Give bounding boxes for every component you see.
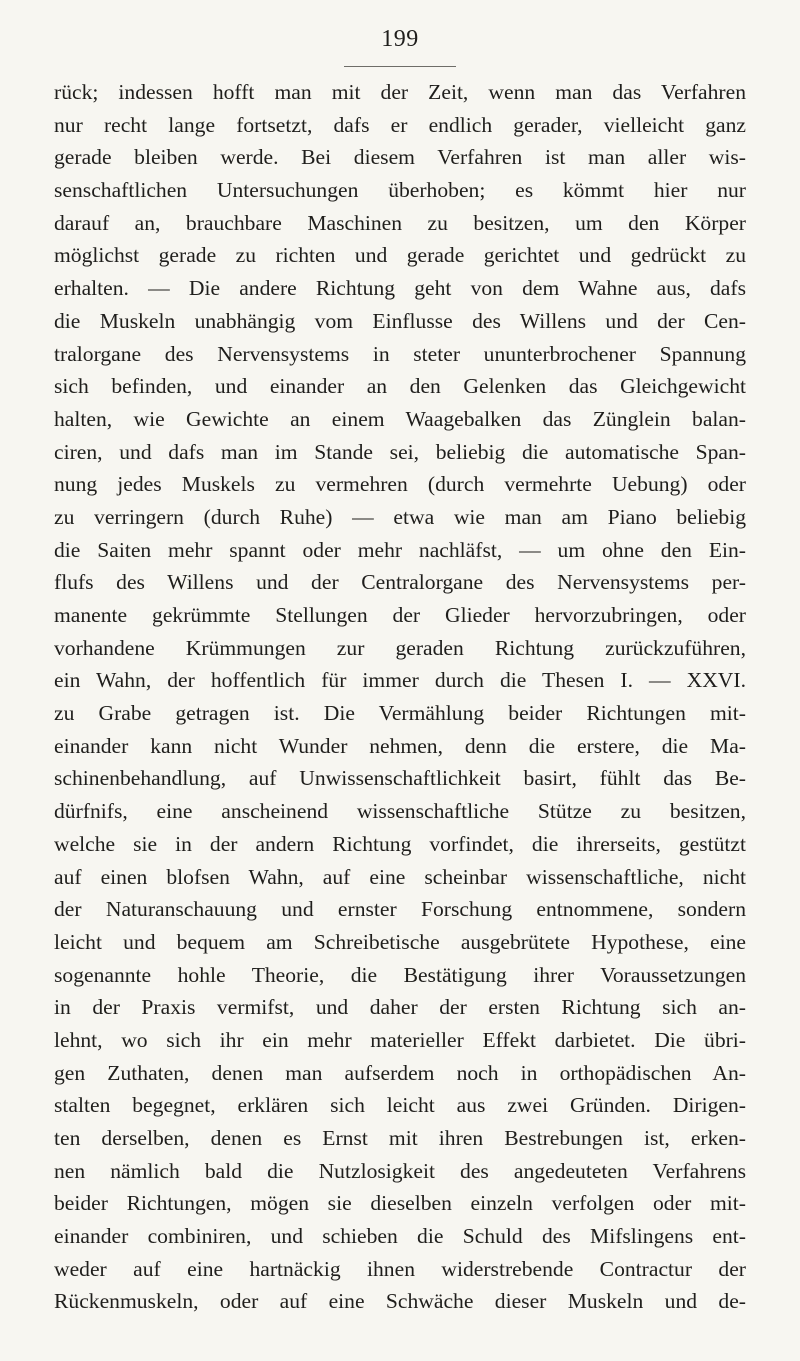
text-line: ten derselben, denen es Ernst mit ihren Bestrebungen ist, erken- [54, 1126, 746, 1150]
text-line: zu verringern (durch Ruhe) — etwa wie man am Piano beliebig [54, 504, 746, 529]
text-line: einander combiniren, und schieben die Schuld des Mifslingens ent- [54, 1224, 746, 1249]
text-line: sogenannte hohle Theorie, die Bestätigung ihrer Voraussetzungen [54, 962, 746, 987]
text-line: möglichst gerade zu richten und gerade gerichtet und gedrückt zu [54, 243, 746, 268]
text-line: weder auf eine hartnäckig ihnen widerstrebende Contractur der [54, 1256, 746, 1281]
text-line: nen nämlich bald die Nutzlosigkeit des angedeuteten Verfahrens [54, 1158, 746, 1183]
text-line: flufs des Willens und der Centralorgane des Nervensystems per- [54, 570, 746, 595]
text-line: zu Grabe getragen ist. Die Vermählung beider Richtungen mit- [54, 701, 746, 726]
text-line: senschaftlichen Untersuchungen überhoben; es kömmt hier nur [54, 178, 746, 203]
text-line: schinenbehandlung, auf Unwissenschaftlichkeit basirt, fühlt das Be- [54, 766, 746, 791]
text-line: Rückenmuskeln, oder auf eine Schwäche dieser Muskeln und de- [54, 1289, 746, 1314]
text-line: auf einen blofsen Wahn, auf eine scheinbar wissenschaftliche, nicht [54, 864, 746, 889]
text-line: nur recht lange fortsetzt, dafs er endlich gerader, vielleicht ganz [54, 112, 746, 137]
text-line: nung jedes Muskels zu vermehren (durch vermehrte Uebung) oder [54, 472, 746, 497]
text-line: dürfnifs, eine anscheinend wissenschaftliche Stütze zu besitzen, [54, 799, 746, 824]
text-line: ein Wahn, der hoffentlich für immer durch die Thesen I. — XXVI. [54, 668, 746, 693]
text-line: ciren, und dafs man im Stande sei, beliebig die automatische Span- [54, 439, 746, 464]
text-line: stalten begegnet, erklären sich leicht aus zwei Gründen. Dirigen- [54, 1093, 746, 1118]
text-line: einander kann nicht Wunder nehmen, denn die erstere, die Ma- [54, 733, 746, 758]
text-line: leicht und bequem am Schreibetische ausgebrütete Hypothese, eine [54, 929, 746, 954]
page-number: 199 [381, 26, 419, 52]
text-line: lehnt, wo sich ihr ein mehr materieller Effekt darbietet. Die übri- [54, 1027, 746, 1052]
text-line: der Naturanschauung und ernster Forschung entnommene, sondern [54, 897, 746, 922]
text-line: gerade bleiben werde. Bei diesem Verfahren ist man aller wis- [54, 145, 746, 170]
header-rule [344, 66, 456, 67]
text-line: vorhandene Krümmungen zur geraden Richtung zurückzuführen, [54, 635, 746, 660]
text-line: gen Zuthaten, denen man aufserdem noch in orthopädischen An- [54, 1060, 746, 1085]
text-line: tralorgane des Nervensystems in steter ununterbrochener Spannung [54, 341, 746, 366]
text-line: sich befinden, und einander an den Gelenken das Gleichgewicht [54, 374, 746, 399]
body-text [54, 76, 746, 1318]
text-line: welche sie in der andern Richtung vorfindet, die ihrerseits, gestützt [54, 831, 746, 856]
text-line: manente gekrümmte Stellungen der Glieder hervorzubringen, oder [54, 603, 746, 627]
text-line: rück; indessen hofft man mit der Zeit, wenn man das Verfahren [54, 80, 746, 104]
text-line: halten, wie Gewichte an einem Waagebalken das Zünglein balan- [54, 406, 746, 431]
text-line: erhalten. — Die andere Richtung geht von dem Wahne aus, dafs [54, 276, 746, 301]
text-line: darauf an, brauchbare Maschinen zu besitzen, um den Körper [54, 210, 746, 235]
text-line: beider Richtungen, mögen sie dieselben einzeln verfolgen oder mit- [54, 1191, 746, 1216]
text-line: in der Praxis vermifst, und daher der ersten Richtung sich an- [54, 995, 746, 1020]
text-line: die Muskeln unabhängig vom Einflusse des Willens und der Cen- [54, 308, 746, 333]
text-line: die Saiten mehr spannt oder mehr nachläfst, — um ohne den Ein- [54, 537, 746, 562]
